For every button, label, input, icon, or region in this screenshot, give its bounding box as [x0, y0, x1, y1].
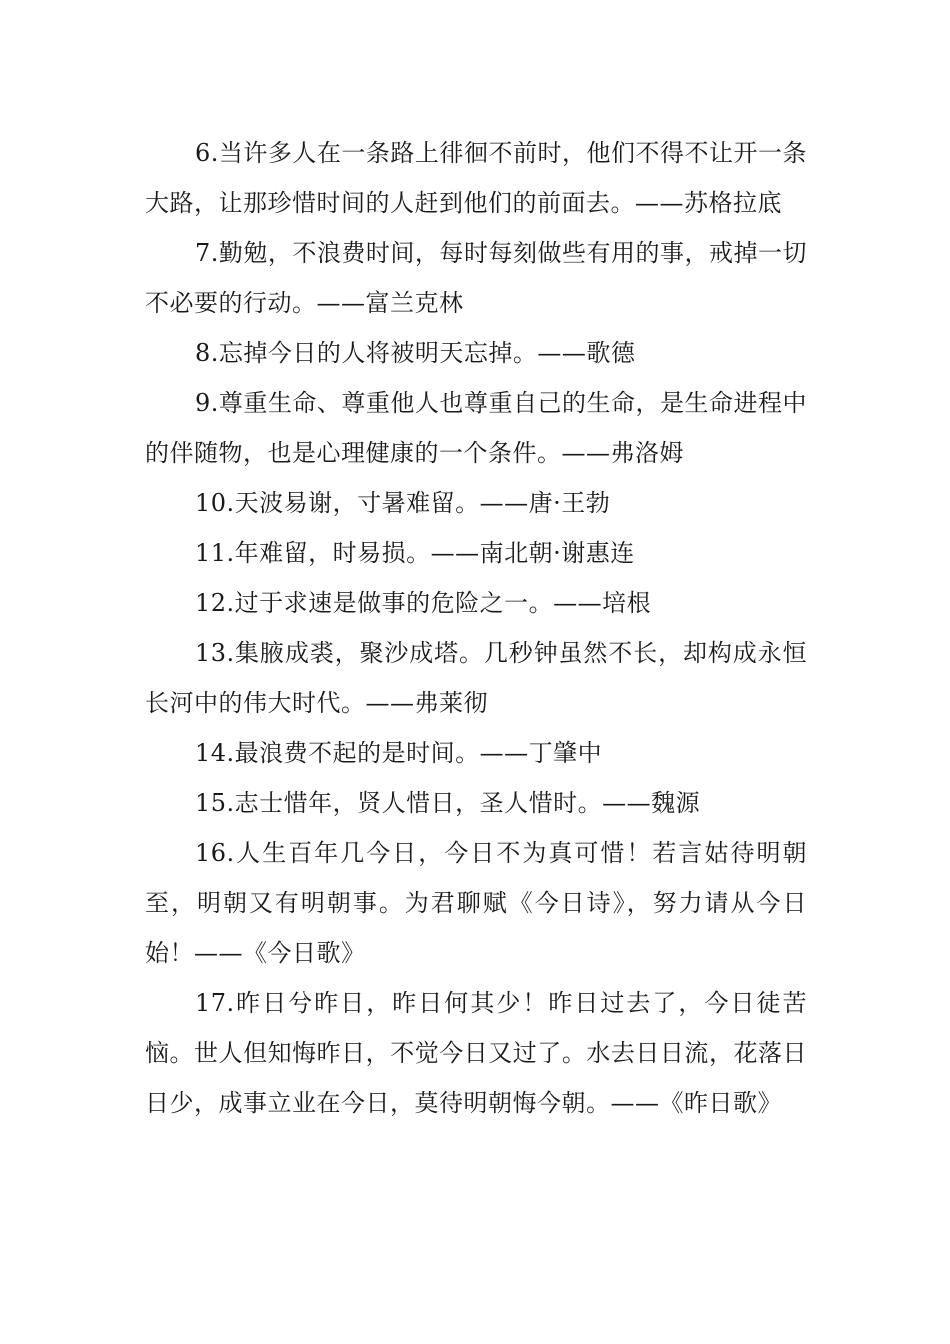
quote-item-12: 12.过于求速是做事的危险之一。——培根 — [195, 589, 652, 617]
quote-item-6: 6.当许多人在一条路上徘徊不前时，他们不得不让开一条大路，让那珍惜时间的人赶到他们的前面去。——苏格拉底 — [145, 139, 807, 217]
quote-item-13: 13.集腋成裘，聚沙成塔。几秒钟虽然不长，却构成永恒长河中的伟大时代。——弗莱彻 — [145, 639, 807, 717]
quote-list — [145, 128, 807, 1128]
quote-item-10: 10.天波易谢，寸暑难留。——唐·王勃 — [195, 489, 611, 517]
quote-item-9: 9.尊重生命、尊重他人也尊重自己的生命，是生命进程中的伴随物，也是心理健康的一个条件。——弗洛姆 — [145, 389, 807, 467]
quote-item-14: 14.最浪费不起的是时间。——丁肇中 — [195, 739, 603, 767]
quote-item-7: 7.勤勉，不浪费时间，每时每刻做些有用的事，戒掉一切不必要的行动。——富兰克林 — [145, 239, 807, 317]
quote-item-17: 17.昨日兮昨日，昨日何其少！昨日过去了，今日徒苦恼。世人但知悔昨日，不觉今日又过了。水去日日流，花落日日少，成事立业在今日，莫待明朝悔今朝。——《昨日歌》 — [145, 989, 807, 1117]
quote-item-8: 8.忘掉今日的人将被明天忘掉。——歌德 — [195, 339, 636, 367]
quote-item-15: 15.志士惜年，贤人惜日，圣人惜时。——魏源 — [195, 789, 701, 817]
quote-item-16: 16.人生百年几今日，今日不为真可惜！若言姑待明朝至，明朝又有明朝事。为君聊赋《今日诗》，努力请从今日始！——《今日歌》 — [145, 839, 807, 967]
quote-item-11: 11.年难留，时易损。——南北朝·谢惠连 — [195, 539, 635, 567]
